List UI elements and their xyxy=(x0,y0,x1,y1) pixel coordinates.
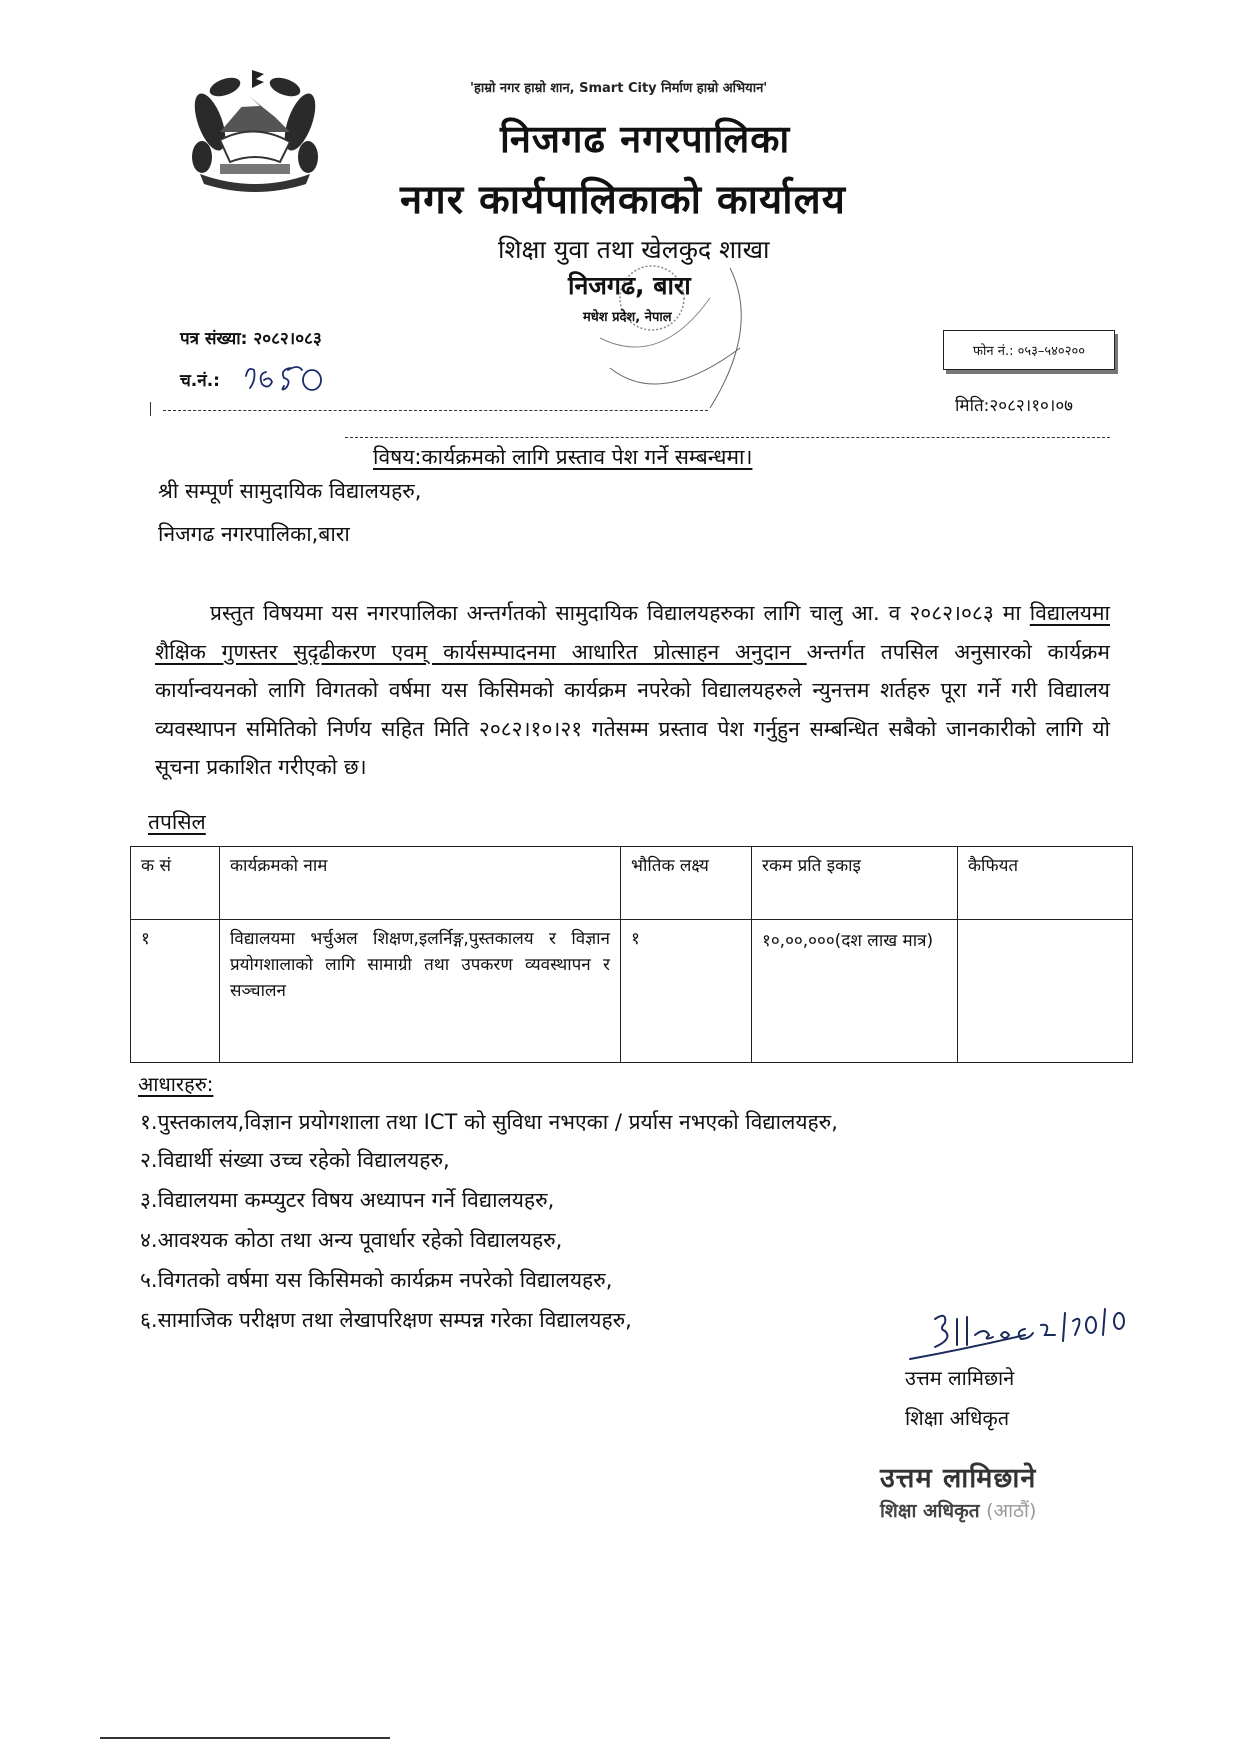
body-paragraph xyxy=(155,594,1110,787)
nepal-emblem-icon xyxy=(180,62,330,200)
criteria-item: ६.सामाजिक परीक्षण तथा लेखापरिक्षण सम्पन्न गरेका विद्यालयहरु, xyxy=(140,1308,632,1332)
criteria-item: ३.विद्यालयमा कम्प्युटर विषय अध्यापन गर्ने विद्यालयहरु, xyxy=(140,1188,555,1212)
cell-remarks xyxy=(958,920,1133,1063)
criteria-item: ५.विगतको वर्षमा यस किसिमको कार्यक्रम नपरेको विद्यालयहरु, xyxy=(140,1268,613,1292)
municipality-name: निजगढ नगरपालिका xyxy=(500,117,791,161)
divider-dashed-lower xyxy=(345,437,1110,438)
header-program-name: कार्यक्रमको नाम xyxy=(220,847,621,920)
dispatch-number-handwritten xyxy=(240,358,340,398)
criteria-title: आधारहरु: xyxy=(138,1072,214,1096)
stamp-province: मधेश प्रदेश, नेपाल xyxy=(583,310,672,325)
office-name: नगर कार्यपालिकाको कार्यालय xyxy=(400,177,846,223)
criteria-item: २.विद्यार्थी संख्या उच्च रहेको विद्यालयहरु, xyxy=(140,1148,450,1172)
header-serial: क सं xyxy=(131,847,220,920)
signatory-name: उत्तम लामिछाने xyxy=(905,1366,1015,1390)
body-text-1: प्रस्तुत विषयमा यस नगरपालिका अन्तर्गतको सामुदायिक विद्यालयहरुका लागि चालु आ. व २०८२।०८३ मा xyxy=(210,601,1030,625)
letter-date: मिति:२०८२।१०।०७ xyxy=(955,396,1073,416)
divider-dashed-upper xyxy=(163,410,708,411)
dispatch-number xyxy=(180,368,220,391)
header-amount-per-unit: रकम प्रति इकाइ xyxy=(752,847,958,920)
footer-line xyxy=(100,1737,390,1739)
reference-number xyxy=(180,326,322,349)
seal-signatory-title xyxy=(880,1497,1036,1523)
cell-serial: १ xyxy=(131,920,220,1063)
dispatch-label: च.नं.: xyxy=(180,371,220,391)
addressee-line-1: श्री सम्पूर्ण सामुदायिक विद्यालयहरु, xyxy=(158,479,422,503)
program-table xyxy=(130,846,1133,1063)
signature-handwritten xyxy=(905,1305,1135,1365)
table-row xyxy=(131,920,1133,1063)
body-program-name: विद्यालयमा शैक्षिक गुणस्तर सुदृढीकरण एवम् कार्यसम्पादनमा आधारित प्रोत्साहन अनुदान xyxy=(155,601,1110,664)
criteria-item: ४.आवश्यक कोठा तथा अन्य पूवार्धार रहेको विद्यालयहरु, xyxy=(140,1228,563,1252)
seal-title-text: शिक्षा अधिकृत xyxy=(880,1500,980,1522)
seal-level: (आठौं) xyxy=(986,1500,1037,1522)
table-title: तपसिल xyxy=(148,810,206,834)
letter-subject: विषय:कार्यक्रमको लागि प्रस्ताव पेश गर्ने सम्बन्धमा। xyxy=(373,445,753,469)
signatory-title: शिक्षा अधिकृत xyxy=(905,1406,1010,1430)
header-remarks: कैफियत xyxy=(958,847,1133,920)
table-header-row xyxy=(131,847,1133,920)
cell-amount: १०,००,०००(दश लाख मात्र) xyxy=(752,920,958,1063)
body-text-2: अन्तर्गत तपसिल अनुसारको कार्यक्रम कार्यान्वयनको लागि विगतको वर्षमा यस किसिमको कार्यक्रम नपरेको विद्यालयहरुले न्युनत्तम शर्तहरु पूरा गर्ने गरी विद्यालय व्यवस्थापन समितिको निर्णय सहित मिति २०८२।१०।२१ गतेसम्म प्रस्ताव पेश गर्नुहुन सम्बन्धित सबैको जानकारीको लागि यो सूचना प्रकाशित गरीएको छ। xyxy=(155,639,1110,779)
slogan: 'हाम्रो नगर हाम्रो शान, Smart City निर्माण हाम्रो अभियान' xyxy=(470,81,768,96)
cell-program-name: विद्यालयमा भर्चुअल शिक्षण,इलर्निङ्ग,पुस्तकालय र विज्ञान प्रयोगशालाको लागि सामाग्री तथा उपकरण व्यवस्थापन र सञ्चालन xyxy=(220,920,621,1063)
seal-signatory-name: उत्तम लामिछाने xyxy=(880,1463,1037,1494)
header-physical-target: भौतिक लक्ष्य xyxy=(621,847,752,920)
reference-label: पत्र संख्या: xyxy=(180,329,248,349)
phone-number: फोन नं.: ०५३–५४०२०० xyxy=(943,330,1115,370)
addressee-line-2: निजगढ नगरपालिका,बारा xyxy=(158,522,350,546)
stamp-location: निजगढ, बारा xyxy=(568,271,691,300)
cell-physical-target: १ xyxy=(621,920,752,1063)
criteria-item: १.पुस्तकालय,विज्ञान प्रयोगशाला तथा ICT को सुविधा नभएका / प्रर्यास नभएको विद्यालयहरु, xyxy=(140,1110,838,1134)
branch-name: शिक्षा युवा तथा खेलकुद शाखा xyxy=(498,235,770,264)
reference-value: २०८२।०८३ xyxy=(253,329,322,349)
divider-tick xyxy=(150,402,151,416)
